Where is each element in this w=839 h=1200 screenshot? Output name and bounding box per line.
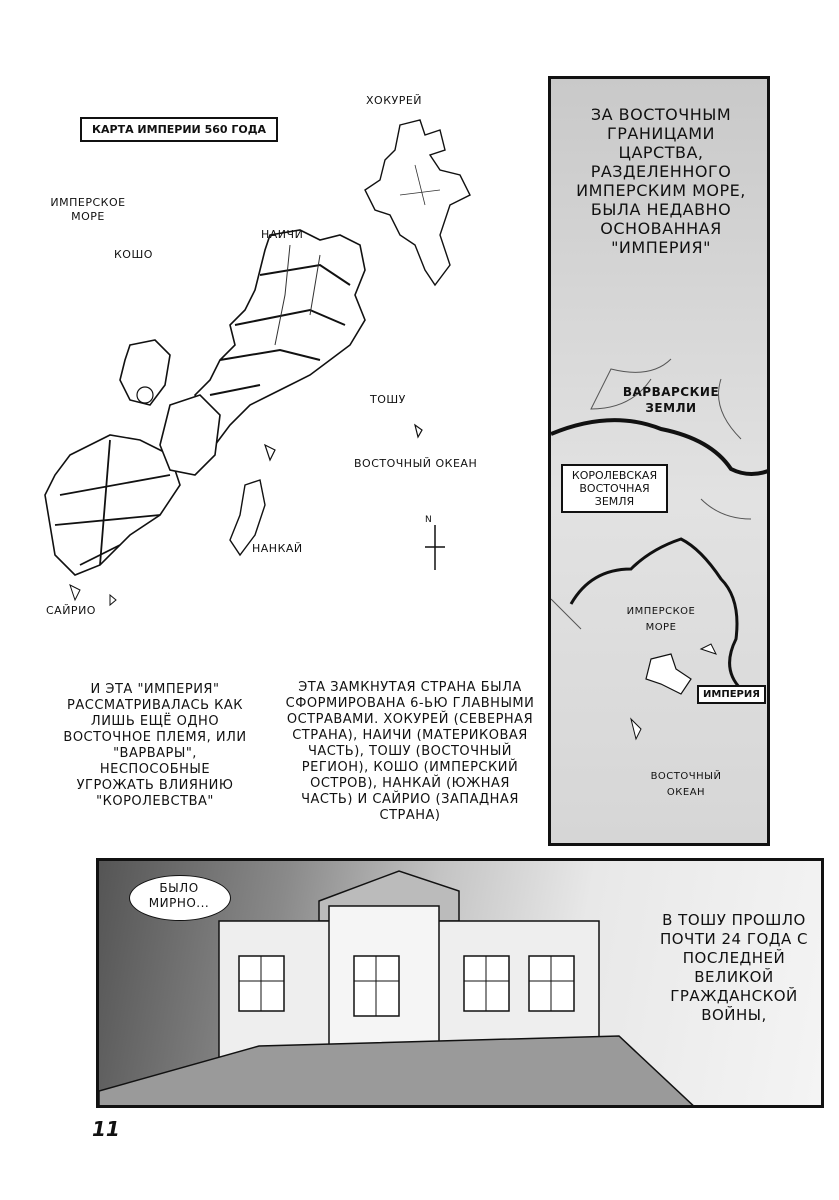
label-sairio: САЙРИО: [46, 604, 96, 617]
label-east-ocean-right: ВОСТОЧНЫЙ ОКЕАН: [650, 771, 722, 798]
label-imperial-sea: ИМПЕРСКОЕ МОРЕ: [50, 196, 126, 223]
sairio-island: [45, 435, 180, 575]
label-nankai: НАНКАЙ: [252, 542, 303, 555]
label-empire: ИМПЕРИЯ: [697, 685, 766, 704]
kosho-island: [120, 340, 170, 405]
label-naichi: НАИЧИ: [261, 228, 304, 241]
label-barbarian-lands: ВАРВАРСКИЕ ЗЕМЛИ: [622, 385, 720, 415]
tosu-islands: [265, 425, 422, 460]
caption-middle: ЭТА ЗАМКНУТАЯ СТРАНА БЫЛА СФОРМИРОВАНА 6-ЬЮ ГЛАВНЫМИ ОСТРАВАМИ. ХОКУРЕЙ (СЕВЕРНАЯ СТРАНА), НАИЧИ (МАТЕРИКОВАЯ ЧАСТЬ), ТОШУ (ВОСТОЧНЫЙ РЕГИОН), КОШО (ИМПЕРСКИЙ ОСТРОВ), НАНКАЙ (ЮЖНАЯ ЧАСТЬ) И САЙРИО (ЗАПАДНАЯ СТРАНА): [285, 680, 535, 823]
label-tosu: ТОШУ: [370, 393, 406, 406]
page-number: 11: [92, 1117, 120, 1141]
map-title: КАРТА ИМПЕРИИ 560 ГОДА: [80, 117, 278, 142]
mid-island: [160, 395, 220, 475]
right-map-panel: [548, 76, 770, 846]
label-kosho: КОШО: [114, 248, 153, 261]
hokurei-island: [365, 120, 470, 285]
bubble-text: БЫЛО МИРНО...: [148, 881, 210, 910]
empire-islands: [646, 654, 691, 694]
label-royal-east-land: КОРОЛЕВСКАЯ ВОСТОЧНАЯ ЗЕМЛЯ: [561, 464, 668, 513]
map-narration: ЗА ВОСТОЧНЫМ ГРАНИЦАМИ ЦАРСТВА, РАЗДЕЛЕННОГО ИМПЕРСКИМ МОРЕ, БЫЛА НЕДАВНО ОСНОВАННАЯ "ИМПЕРИЯ": [576, 105, 746, 257]
bottom-narration: В ТОШУ ПРОШЛО ПОЧТИ 24 ГОДА С ПОСЛЕДНЕЙ ВЕЛИКОЙ ГРАЖДАНСКОЙ ВОЙНЫ,: [659, 911, 809, 1024]
empire-map-drawing: [20, 95, 530, 615]
label-hokurei: ХОКУРЕЙ: [366, 94, 423, 107]
label-imperial-sea-right: ИМПЕРСКОЕ МОРЕ: [626, 606, 696, 633]
bottom-panel: [96, 858, 824, 1108]
label-north: N: [425, 515, 433, 525]
compass-icon: [425, 525, 445, 570]
label-east-ocean: ВОСТОЧНЫЙ ОКЕАН: [354, 457, 478, 470]
caption-left: И ЭТА "ИМПЕРИЯ" РАССМАТРИВАЛАСЬ КАК ЛИШЬ ЕЩЁ ОДНО ВОСТОЧНОЕ ПЛЕМЯ, ИЛИ "ВАРВАРЫ", НЕСПОСОБНЫЕ УГРОЖАТЬ ВЛИЯНИЮ "КОРОЛЕВСТВА": [63, 682, 247, 809]
